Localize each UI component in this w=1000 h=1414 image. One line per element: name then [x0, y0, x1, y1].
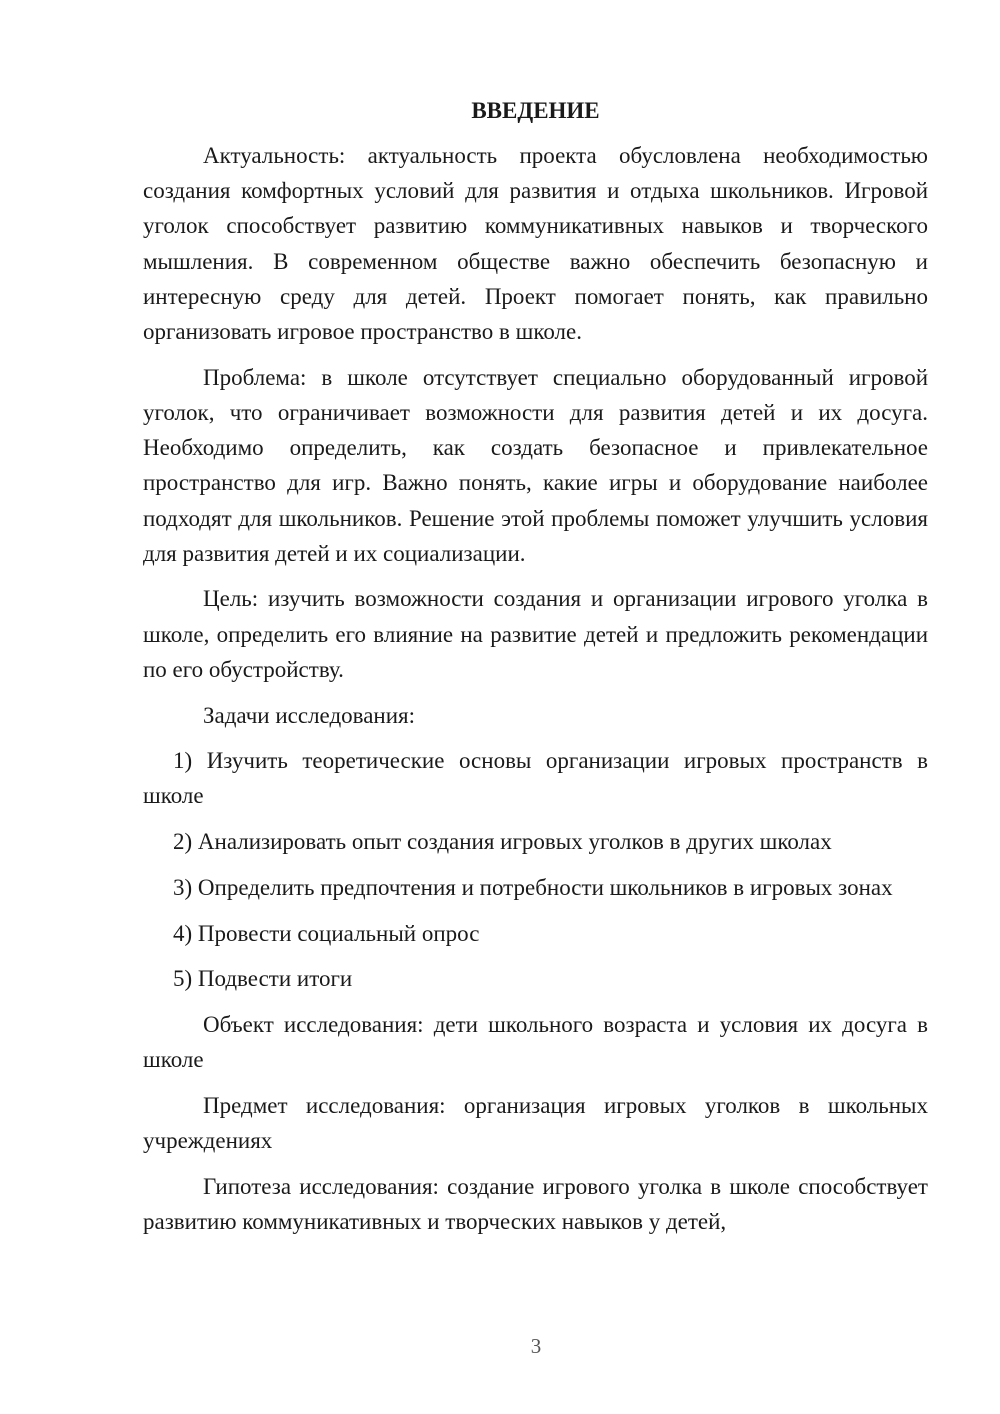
paragraph-problem: Проблема: в школе отсутствует специально оборудованный игровой уголок, что ограничивает возможности для развития детей и их досуга. Необходимо определить, как создать безопасное и привлекательное пространство для игр. Важно понять, какие игры и оборудование наиболее подходят для школьников. Решение этой проблемы поможет улучшить условия для развития детей и их социализации. — [143, 364, 928, 566]
page-number: 3 — [530, 1334, 542, 1358]
tasks-heading: Задачи исследования: — [203, 702, 416, 728]
task-item-4: 4) Провести социальный опрос — [173, 920, 480, 946]
task-item-3: 3) Определить предпочтения и потребности школьников в игровых зонах — [173, 874, 893, 900]
paragraph-hypothesis: Гипотеза исследования: создание игрового уголка в школе способствует развитию коммуникативных и творческих навыков у детей, — [143, 1173, 928, 1234]
paragraph-goal: Цель: изучить возможности создания и организации игрового уголка в школе, определить его влияние на развитие детей и предложить рекомендации по его обустройству. — [143, 586, 928, 682]
paragraph-subject: Предмет исследования: организация игровых уголков в школьных учреждениях — [143, 1092, 928, 1154]
task-item-5: 5) Подвести итоги — [173, 966, 353, 992]
task-item-2: 2) Анализировать опыт создания игровых уголков в других школах — [173, 829, 832, 855]
paragraph-object: Объект исследования: дети школьного возраста и условия их досуга в школе — [143, 1011, 928, 1073]
task-item-1: 1) Изучить теоретические основы организации игровых пространств в школе — [143, 748, 928, 809]
paragraph-relevance: Актуальность: актуальность проекта обусловлена необходимостью создания комфортных условий для развития и отдыха школьников. Игровой уголок способствует развитию коммуникативных навыков и творческого мышления. В современном обществе важно обеспечить безопасную и интересную среду для детей. Проект помогает понять, как правильно организовать игровое пространство в школе. — [143, 143, 928, 345]
document-body — [143, 93, 928, 1239]
section-title: ВВЕДЕНИЕ — [471, 98, 600, 123]
